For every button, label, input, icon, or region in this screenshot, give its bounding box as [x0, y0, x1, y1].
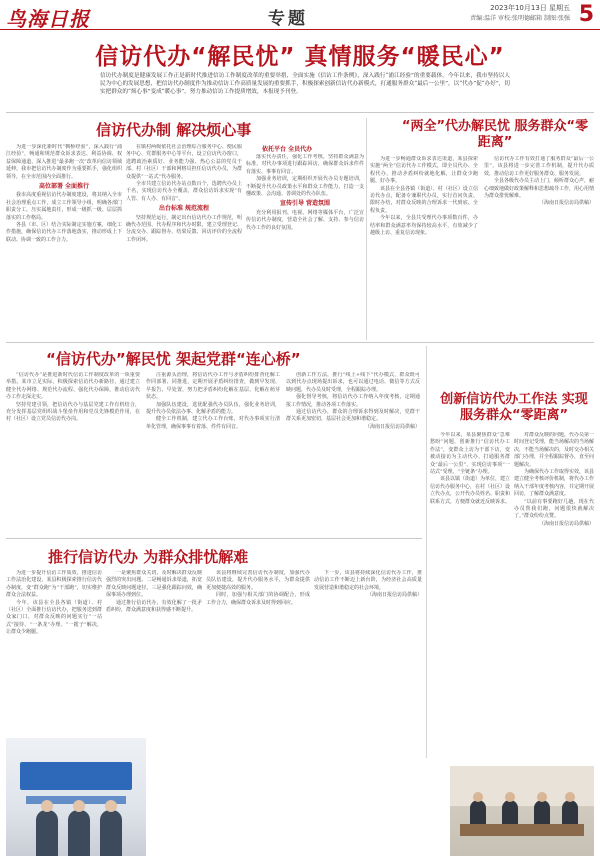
section-4-col-2: 对群众反映的问题，代办员第一时间登记受理，能当场解决的当场解决，不能当场解决的，及时交办相关部门办理，并全程跟踪督办，直至问题解决。 为确保代办工作取得实效，该县建立健全考核评价机制，将代办工作纳入干部年度考核内容，并定期开展回访，了解群众满意度。 “以前有事要跑好几趟，现在代办员帮我们跑，问题很快就解决了。”群众纷纷点赞。 （海南日报信访局供稿） — [514, 432, 594, 527]
newspaper-logo: 鸟海日报 — [6, 7, 90, 31]
photo-person — [505, 792, 515, 802]
divider — [6, 538, 422, 539]
section-1-subheading: 依托平台 全员代办 — [262, 146, 313, 153]
issue-date: 2023年10月13日 星期五 — [490, 4, 570, 12]
photo-person — [73, 800, 85, 812]
section-3-col-1: “信访代办”是推进新时代信访工作制度改革的一项重要举措。某市立足实际，积极探索信访代办新路径，通过建立健全代办网络、规范代办流程、强化代办保障，推动信访代办工作走深走实。 坚持党建引领，把信访代办与基层党建工作有机结合，充分发挥基层党组织战斗堡垒作用和党员先锋模范作用，在村（社区）设立党员信访代办岗。 — [6, 372, 140, 423]
section-title: 专题 — [268, 9, 308, 29]
section-2-col-2: 信访代办工作有效打通了服务群众“最后一公里”，该县将进一步完善工作机制，提升代办质效，推动信访工作更好服务群众、服务发展。 全县各级代办员主动上门，倾听群众心声，耐心细致地做好政策解释和思想疏导工作，用心用情为群众排忧解难。 （海南日报信访局供稿） — [484, 156, 594, 207]
section-1-col-1: 为进一步深化新时代“枫桥经验”，深入践行“浦江经验”，畅通和规范群众诉求表达、利益协调、权益保障通道，深入推进“最多跑一次”改革向信访领域延伸，我市把信访代办制度作为重要抓手，强化组织领导，在全市范围内全面推行。 高位部署 全面推行 我市高度重视信访代办制度建设，将其纳入全市社会治理重点工作，成立工作领导小组，明确各部门职责分工，压实属地责任，形成一级抓一级、层层抓落实的工作格局。 各县（市、区）结合实际制定实施方案，细化工作措施，确保信访代办工作落地落实，推动形成上下联动、协调一致的工作合力。 — [6, 144, 122, 243]
page-number: 5 — [578, 2, 594, 27]
photo-person — [537, 792, 547, 802]
source-credit: （海南日报信访局供稿） — [366, 592, 422, 599]
photo-service-center — [6, 738, 146, 856]
page-meta: 责编:温洋 审校:张明德邮箱 制图:张强 — [470, 15, 570, 22]
section-3-headline: “信访代办”解民忧 架起党群“连心桥” — [46, 350, 301, 368]
source-credit: （海南日报信访局供稿） — [364, 423, 420, 430]
section-5-col-2: 一是聚焦群众关切，及时解决群众反映强烈的突出问题。二是畅通诉求渠道，拓宽群众反映问题途径。三是强化跟踪问效，确保事项办理到位。 通过推行信访代办，有效化解了一批矛盾纠纷，群众满意度和获得感不断提升。 — [106, 570, 202, 614]
photo-person — [473, 792, 483, 802]
section-3-col-3: 创新工作方法，推行“线上+线下”代办模式，群众既可以到代办点现场提出诉求，也可以通过电话、微信等方式反映问题，代办员及时受理，全程跟踪办理。 强化督导考核，将信访代办工作纳入年度考核，定期通报工作情况，推动各项工作落实。 通过信访代办，群众的合理诉求得到及时解决，党群干群关系更加密切，基层社会更加和谐稳定。 （海南日报信访局供稿） — [286, 372, 420, 430]
section-2-headline: “两全”代办解民忧 服务群众“零距离” — [401, 119, 589, 150]
section-4-col-1: 今年以来，某县聚焦群众“急难愁盼”问题，创新推行“信访代办工作法”，变群众上访为干部下访，变被动接访为主动代办，打通服务群众“最后一公里”，实现信访事项“一站式”受理、“全链条”办理。 该县以镇（街道）为单位，建立信访代办服务中心，在村（社区）设立代办点，公开代办员姓名、职责和联系方式，方便群众就近反映诉求。 — [430, 432, 510, 505]
photo-person — [41, 800, 53, 812]
photo-person — [36, 810, 58, 856]
section-1-subheading: 出台标准 规范流程 — [158, 205, 210, 213]
section-2-col-1: 为进一步畅通群众诉求表达渠道，某县探索实施“两全”信访代办工作模式，即全员代办、全程代办，推动矛盾纠纷就地化解，让群众少跑腿、好办事。 该县在全县各镇（街道）、村（社区）设立信访代办点，配备专兼职代办员，实行首问负责、限时办结，对群众反映的合理诉求一代到底、全程负责。 今年以来，全县共受理代办事项数百件，办结率和群众满意率均保持较高水平，有效减少了越级上访、重复信访现象。 — [370, 156, 478, 237]
masthead — [0, 0, 600, 30]
section-1-col-3: 落实代办责任，强化工作考核，坚持群众满意为标准，对代办事项进行跟踪回访，确保群众诉求件件有落实、事事有回音。 加强业务培训，定期组织开展代办员专题培训，不断提升代办员政策水平和群众工作能力，打造一支懂政策、会沟通、善调处的代办队伍。 宣传引导 营造氛围 充分利用报刊、电视、网络等媒体平台，广泛宣传信访代办制度，营造全社会了解、支持、参与信访代办工作的良好氛围。 — [246, 154, 364, 231]
source-credit: （海南日报信访局供稿） — [538, 200, 594, 207]
section-3-col-2: 注重源头治理，将信访代办工作与矛盾纠纷排查化解工作同部署、同推进，定期开展矛盾纠纷排查，做到早发现、早报告、早处置，努力把矛盾纠纷化解在基层、化解在萌芽状态。 加强队伍建设，选优配强代办员队伍，强化业务培训，提升代办员依法办事、化解矛盾的能力。 健全工作机制，建立代办工作台账，对代办事项实行清单化管理，确保事事有着落、件件有回音。 — [146, 372, 280, 430]
section-1-headline: 信访代办制 解决烦心事 — [96, 121, 252, 139]
column-rule — [366, 118, 367, 340]
divider — [6, 342, 594, 343]
divider — [6, 112, 594, 113]
section-5-headline: 推行信访代办 为群众排忧解难 — [48, 548, 249, 566]
photo-person — [68, 810, 90, 856]
column-rule — [426, 346, 427, 758]
lead-paragraph: 信访代办制度是健康发展工作正是新时代推进信访工作制度改革的重要举措，全面实施《信访工作条例》，深入践行“浦江经验”的重要载体。今年以来，我市坚持以人民为中心的发展思想，把信访代办制度作为推动信访工作高质量发展的重要抓手，积极探索创新信访代办新模式，打通服务群众“最后一公里”，以“代办”促“办好”，切实把群众的“烦心事”变成“暖心事”，努力推动信访工作提质增效，本报现予刊登。 — [100, 73, 510, 95]
section-5-col-4: 下一步，该县将持续深化信访代办工作，推动信访工作不断迈上新台阶，为经济社会高质量发展营造和谐稳定的社会环境。 （海南日报信访局供稿） — [314, 570, 422, 599]
section-5-col-3: 该县将继续完善信访代办制度，加强代办员队伍建设，提升代办服务水平，为群众提供更加便捷高效的服务。 同时，加强与相关部门的协调配合，形成工作合力，确保群众诉求及时得到回应。 — [206, 570, 310, 606]
source-credit: （海南日报信访局供稿） — [538, 520, 594, 527]
section-4-headline: 创新信访代办工作法 实现服务群众“零距离” — [440, 392, 588, 423]
photo-table — [460, 824, 584, 836]
photo-person — [100, 810, 122, 856]
photo-banner — [20, 762, 132, 790]
section-1-col-2: 在镇村两级依托社会治理综合服务中心、便民服务中心、党群服务中心等平台，设立信访代办窗口，选聘政治素质好、业务能力强、热心公益的党员干部、村（社区）干部和网格员担任信访代办员，为群众提供“一站式”代办服务。 全市共建立信访代办站点数百个，选聘代办员上千名，实现信访代办全覆盖，群众信访诉求实现“有人管、有人办、有回音”。 出台标准 规范流程 坚持规范运行，制定出台信访代办工作规范，明确代办范围、代办程序和代办时限，建立受理登记、分流交办、跟踪督办、结果反馈、回访评价的全流程工作闭环。 — [126, 144, 242, 243]
section-5-col-1: 为进一步提升信访工作质效，推进信访工作法治化建设，某县积极探索推行信访代办制度，变“群众跑”为“干部跑”，切实维护群众合法权益。 今年，该县在全县各镇（街道）、村（社区）全面推行信访代办，把服务送到群众家门口，对群众反映的问题实行“一站式”接待、“一条龙”办理、“一揽子”解决，让群众少跑腿。 — [6, 570, 102, 636]
photo-person — [105, 800, 117, 812]
photo-person — [565, 792, 575, 802]
photo-meeting — [450, 766, 594, 856]
section-1-subheading: 宣传引导 营造氛围 — [279, 200, 331, 208]
main-headline: 信访代办“解民忧” 真情服务“暖民心” — [95, 44, 505, 70]
section-1-subheading: 高位部署 全面推行 — [38, 183, 90, 191]
